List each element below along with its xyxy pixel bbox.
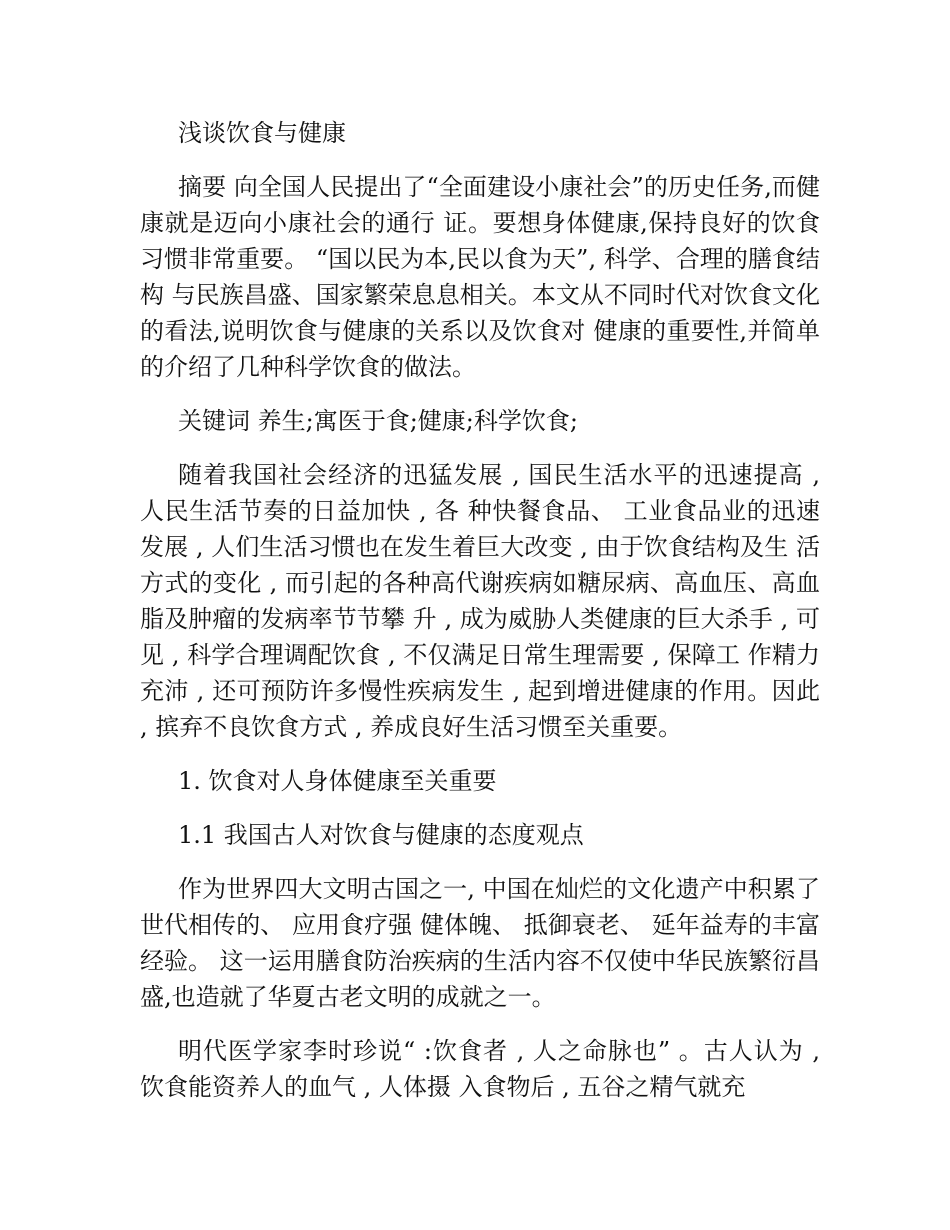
document-body: [140, 115, 820, 1123]
section-heading-1: 1. 饮食对人身体健康至关重要: [178, 767, 497, 795]
keywords-paragraph: 关键词 养生;寓医于食;健康;科学饮食;: [178, 407, 578, 435]
document-title: 浅谈饮食与健康: [178, 119, 346, 147]
abstract-paragraph: 摘要 向全国人民提出了“全面建设小康社会”的历史任务,而健康就是迈向小康社会的通行 证。要想身体健康,保持良好的饮食习惯非常重要。 “国以民为本,民以食为天”, 科学、合理的膳食结构 与民族昌盛、国家繁荣息息相关。本文从不同时代对饮食文化的看法,说明饮食与健康的关系以及饮食对 健康的重要性,并简单的介绍了几种科学饮食的做法。: [140, 173, 820, 381]
section-heading-1-1: 1.1 我国古人对饮食与健康的态度观点: [178, 821, 584, 849]
body-paragraph-2: 明代医学家李时珍说“ :饮食者 , 人之命脉也” 。古人认为 , 饮食能资养人的血气 , 人体摄 入食物后 , 五谷之精气就充: [140, 1037, 820, 1101]
intro-paragraph: 随着我国社会经济的迅猛发展 , 国民生活水平的迅速提高 , 人民生活节奏的日益加快 , 各 种快餐食品、 工业食品业的迅速发展 , 人们生活习惯也在发生着巨大改变 , 由于饮食结构及生 活方式的变化 , 而引起的各种高代谢疾病如糖尿病、高血压、高血脂及肿瘤的发病率节节攀 升 , 成为威胁人类健康的巨大杀手 , 可见 , 科学合理调配饮食 , 不仅满足日常生理需要 , 保障工 作精力充沛 , 还可预防许多慢性疾病发生 , 起到增进健康的作用。因此 , 摈弃不良饮食方式 , 养成良好生活习惯至关重要。: [140, 461, 820, 741]
body-paragraph-1: 作为世界四大文明古国之一, 中国在灿烂的文化遗产中积累了世代相传的、 应用食疗强 健体魄、 抵御衰老、 延年益寿的丰富经验。 这一运用膳食防治疾病的生活内容不仅使中华民族繁衍昌盛,也造就了华夏古老文明的成就之一。: [140, 875, 820, 1011]
